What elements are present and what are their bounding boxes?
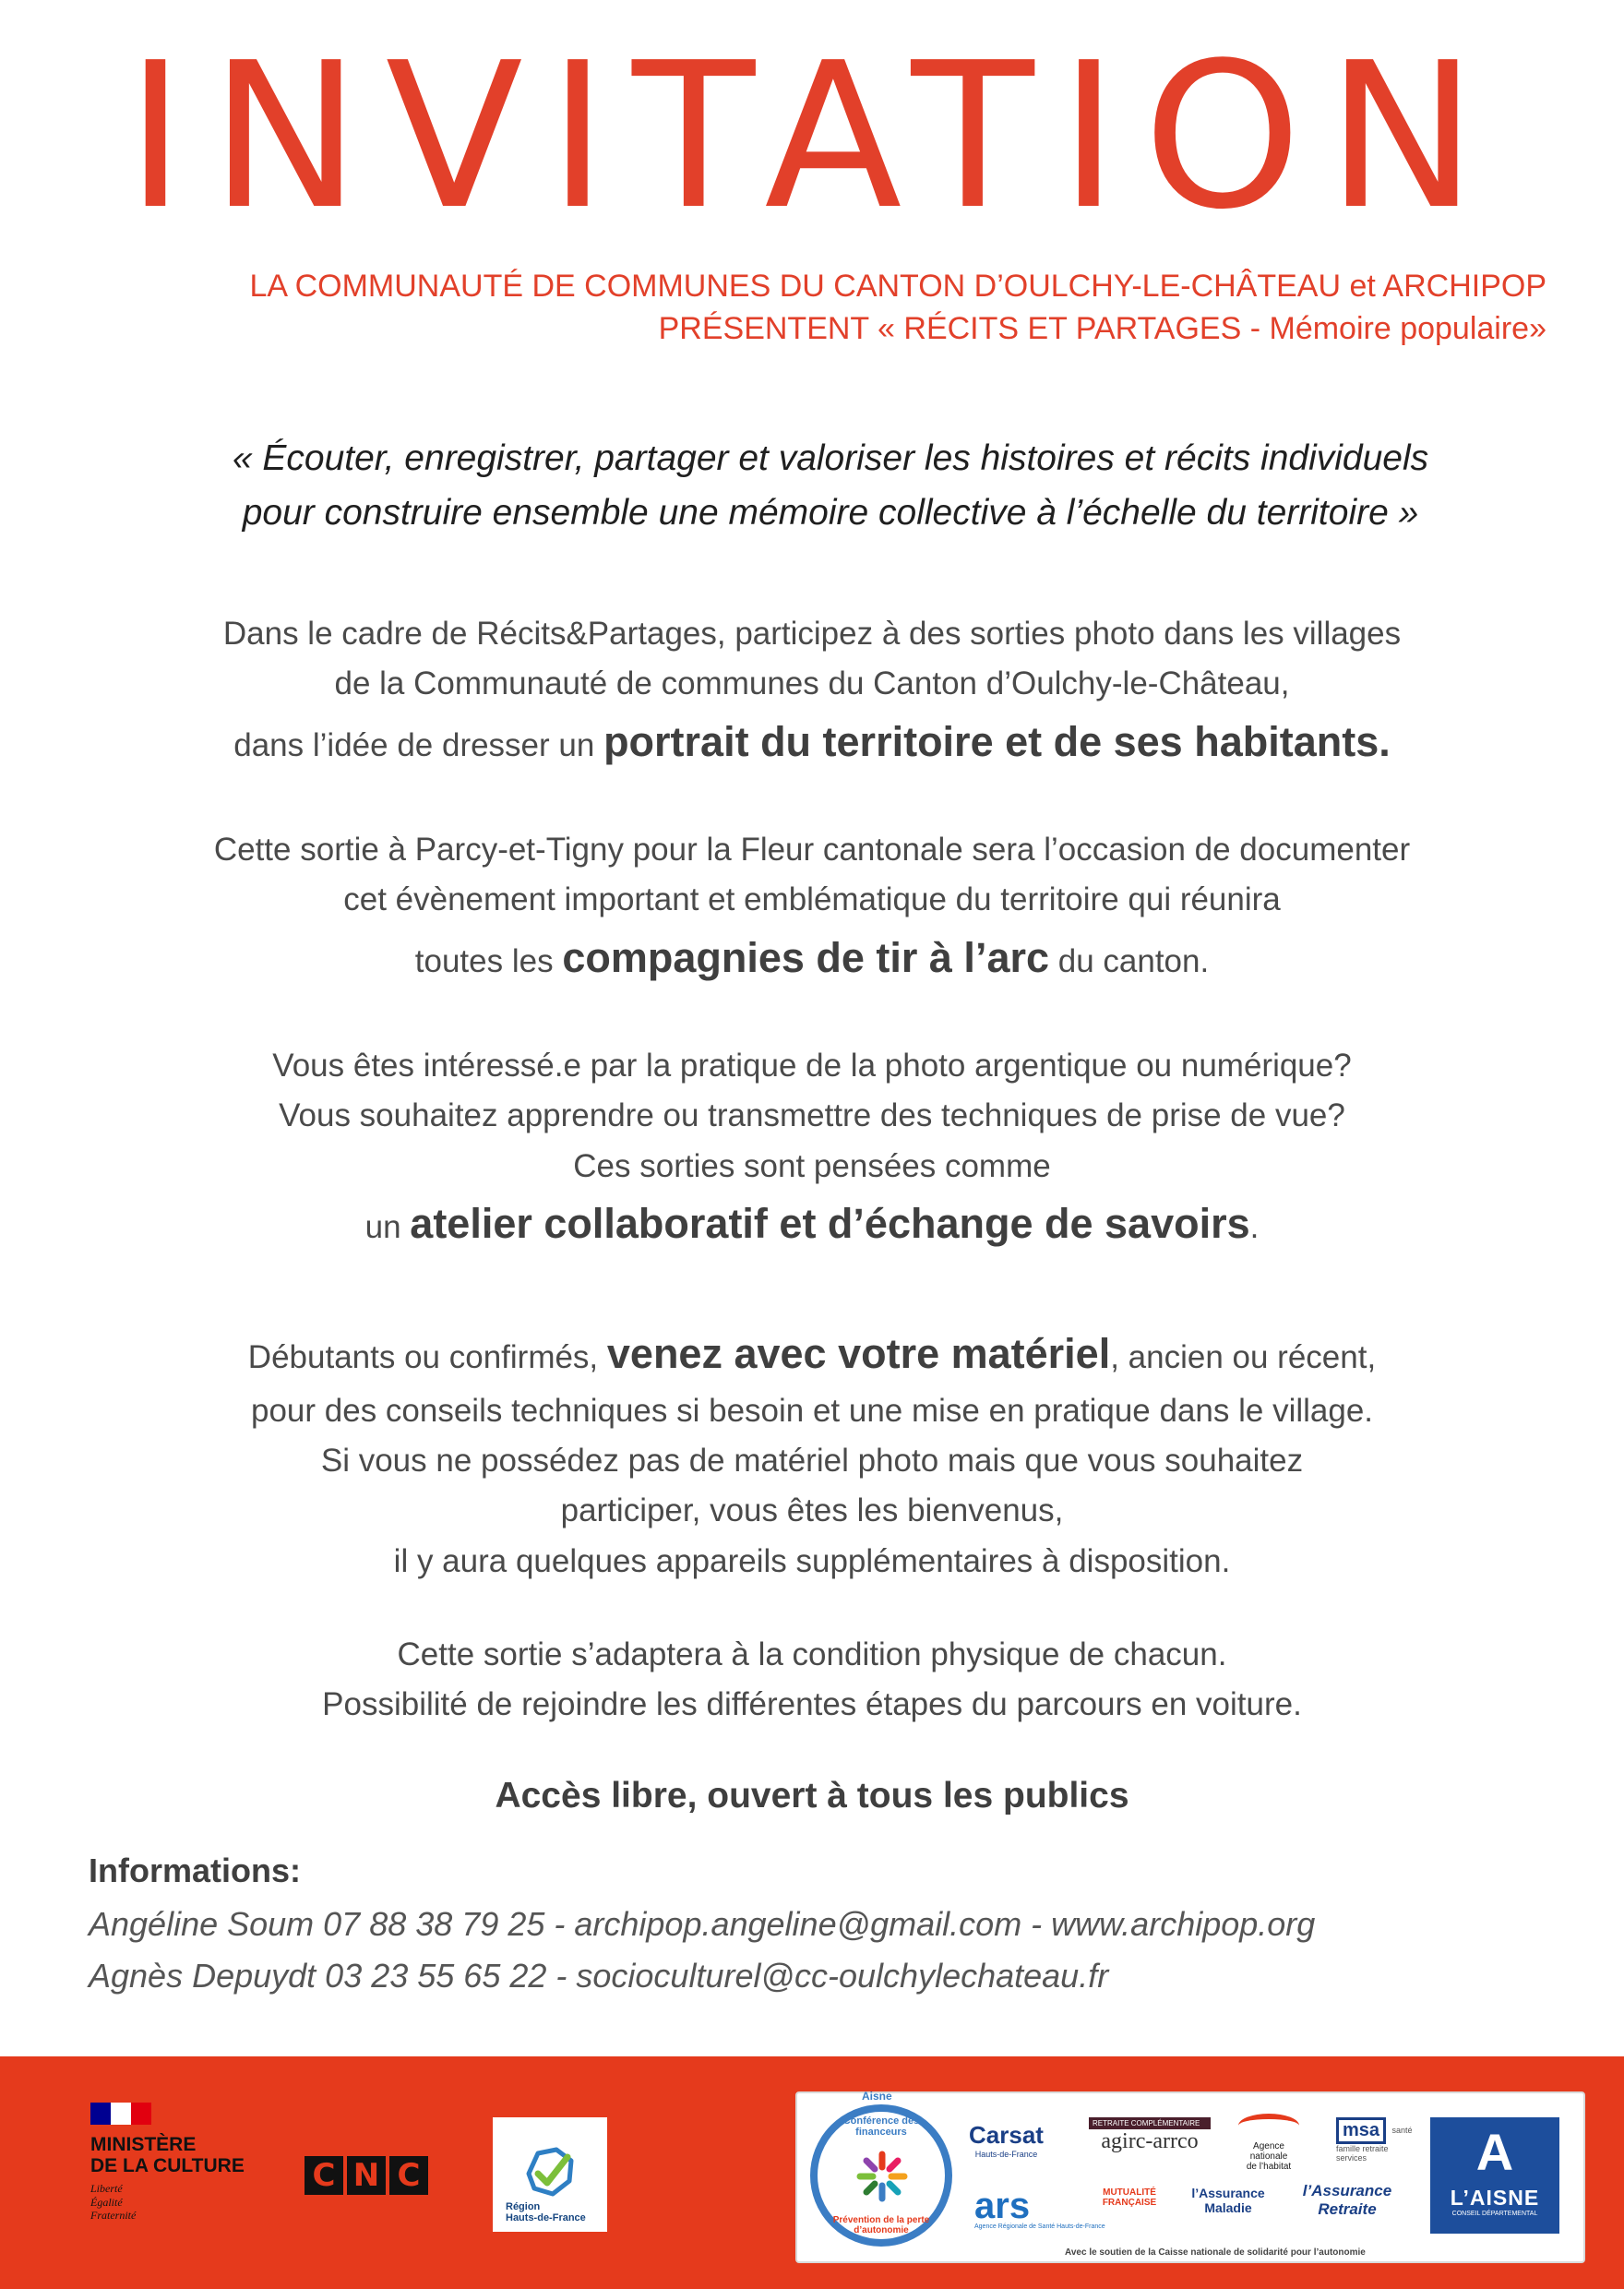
region-line: Hauts-de-France: [506, 2212, 586, 2224]
paragraph-line: Possibilité de rejoindre les différentes étapes du parcours en voiture.: [322, 1686, 1302, 1723]
seal-top-label: Aisne: [862, 2090, 892, 2103]
retraite-line: Retraite: [1318, 2200, 1377, 2218]
text: du canton.: [1049, 942, 1210, 979]
cnc-letter: C: [389, 2156, 428, 2195]
text: un: [364, 1208, 411, 1245]
invitation-title: INVITATION: [125, 20, 1502, 254]
paragraph-line: il y aura quelques appareils supplémentaires à disposition.: [393, 1542, 1231, 1579]
partners-footer: [0, 2056, 1624, 2289]
assurance-maladie-logo: [1183, 2186, 1273, 2215]
event-paragraph: [74, 825, 1550, 989]
motto-line: Fraternité: [90, 2208, 137, 2222]
organizers-subtitle: [70, 266, 1546, 351]
mutualite-francaise-logo: [1093, 2187, 1166, 2208]
paragraph-line: Cette sortie s’adaptera à la condition physique de chacun.: [397, 1636, 1227, 1672]
accessibility-paragraph: [74, 1630, 1550, 1731]
region-label: [506, 2201, 594, 2224]
paragraph-line: participer, vous êtes les bienvenus,: [560, 1492, 1064, 1529]
carsat-sub: Hauts-de-France: [974, 2150, 1038, 2159]
laisne-name: L’AISNE: [1450, 2186, 1540, 2210]
paragraph-line: pour des conseils techniques si besoin et une mise en pratique dans le village.: [250, 1392, 1374, 1429]
region-hauts-de-france-logo: [493, 2117, 607, 2232]
info-heading: Informations:: [89, 1852, 301, 1889]
paragraph-line: Dans le cadre de Récits&Partages, participez à des sorties photo dans les villages: [222, 616, 1402, 652]
republic-motto: [90, 2182, 275, 2222]
ministere-line: MINISTÈRE: [90, 2134, 197, 2155]
contact-angeline: Angéline Soum 07 88 38 79 25 - archipop.angeline@gmail.com - www.archipop.org: [89, 1905, 1316, 1943]
region-line: Région: [506, 2200, 541, 2212]
intro-paragraph: [74, 609, 1550, 773]
laisne-sub: CONSEIL DÉPARTEMENTAL: [1451, 2211, 1538, 2217]
mutualite-line: FRANÇAISE: [1102, 2198, 1157, 2208]
motto-line: Égalité: [90, 2195, 123, 2209]
paragraph-line: Vous êtes intéressé.e par la pratique de la photo argentique ou numérique?: [272, 1048, 1352, 1084]
text: .: [1249, 1208, 1260, 1245]
region-map-icon: [516, 2142, 584, 2201]
quote-line: pour construire ensemble une mémoire collective à l’échelle du territoire »: [242, 492, 1419, 533]
laisne-a-icon: A: [1475, 2123, 1514, 2181]
conference-financeurs-seal: [810, 2090, 952, 2247]
paragraph-line: Cette sortie à Parcy-et-Tigny pour la Fleur cantonale sera l’occasion de documenter: [213, 832, 1411, 868]
ministere-line: DE LA CULTURE: [90, 2155, 245, 2177]
mutualite-line: MUTUALITÉ: [1103, 2187, 1156, 2198]
ministere-culture-logo: [90, 2103, 275, 2222]
ars-name: ars: [974, 2186, 1031, 2226]
text: dans l’idée de dresser un: [233, 726, 604, 763]
agirc-bar: RETRAITE COMPLÉMENTAIRE: [1089, 2117, 1211, 2129]
access-notice: Accès libre, ouvert à tous les publics: [495, 1776, 1129, 1816]
msa-mark: msa: [1336, 2117, 1386, 2144]
prevention-star-icon: [854, 2149, 910, 2204]
carsat-name: Carsat: [969, 2121, 1044, 2149]
anah-line: de l’habitat: [1246, 2162, 1292, 2172]
quote-line: « Écouter, enregistrer, partager et valoriser les histoires et récits individuels: [232, 438, 1429, 478]
cnc-letter: N: [347, 2156, 386, 2195]
paragraph-line: [74, 710, 1550, 774]
paragraph-line: Ces sorties sont pensées comme: [573, 1147, 1051, 1184]
contact-agnes: Agnès Depuydt 03 23 55 65 22 - socioculturel@cc-oulchylechateau.fr: [89, 1957, 1109, 1995]
paragraph-line: Vous souhaitez apprendre ou transmettre des techniques de prise de vue?: [279, 1097, 1345, 1134]
marianne-flag-icon: [90, 2103, 151, 2125]
maladie-line: Maladie: [1204, 2200, 1252, 2215]
seal-ring-text: Prévention de la perte d’autonomie: [832, 2215, 930, 2235]
highlight: venez avec votre matériel: [606, 1330, 1111, 1377]
highlight: atelier collaboratif et d’échange de savoirs: [410, 1199, 1250, 1247]
anah-line: Agence: [1253, 2141, 1284, 2151]
anah-logo: [1238, 2114, 1299, 2172]
text: Débutants ou confirmés,: [247, 1339, 607, 1375]
highlight: portrait du territoire et de ses habitants.: [603, 717, 1391, 765]
cnc-logo: [304, 2156, 428, 2195]
paragraph-line: [74, 1322, 1550, 1386]
partners-panel: [795, 2091, 1585, 2263]
anah-arc-icon: [1238, 2114, 1299, 2138]
subtitle-line: PRÉSENTENT « RÉCITS ET PARTAGES - Mémoire populaire»: [658, 310, 1546, 346]
cnc-letter: C: [304, 2156, 343, 2195]
text: toutes les: [414, 942, 563, 979]
msa-sub: santé famille retraite services: [1336, 2125, 1413, 2163]
cnsa-support-line: Avec le soutien de la Caisse nationale de solidarité pour l’autonomie: [1065, 2247, 1366, 2258]
agirc-name: agirc-arrco: [1101, 2129, 1199, 2153]
equipment-paragraph: [74, 1322, 1550, 1587]
ars-sub: Agence Régionale de Santé Hauts-de-France: [974, 2223, 1105, 2230]
paragraph-line: Si vous ne possédez pas de matériel photo mais que vous souhaitez: [320, 1443, 1304, 1479]
ministere-name: [90, 2134, 275, 2176]
ars-logo: [974, 2186, 1105, 2230]
subtitle-line: LA COMMUNAUTÉ DE COMMUNES DU CANTON D’OULCHY-LE-CHÂTEAU et ARCHIPOP: [249, 269, 1546, 304]
assurance-retraite-logo: [1288, 2182, 1406, 2219]
retraite-line: l’Assurance: [1302, 2182, 1392, 2199]
seal-ring-text: Conférence des financeurs: [842, 2115, 920, 2138]
msa-logo: [1336, 2117, 1419, 2163]
motto-line: Liberté: [90, 2182, 123, 2196]
text: , ancien ou récent,: [1110, 1339, 1377, 1375]
paragraph-line: cet évènement important et emblématique du territoire qui réunira: [343, 881, 1281, 918]
paragraph-line: de la Communauté de communes du Canton d’Oulchy-le-Château,: [334, 665, 1290, 702]
paragraph-line: [74, 926, 1550, 990]
carsat-logo: [969, 2121, 1044, 2159]
maladie-line: l’Assurance: [1191, 2186, 1265, 2200]
workshop-paragraph: [74, 1041, 1550, 1256]
laisne-departement-logo: [1430, 2117, 1559, 2234]
project-quote: [92, 432, 1569, 540]
anah-line: nationale: [1249, 2151, 1288, 2162]
agirc-arrco-logo: [1089, 2117, 1211, 2154]
paragraph-line: [74, 1192, 1550, 1256]
highlight: compagnies de tir à l’arc: [562, 933, 1050, 981]
